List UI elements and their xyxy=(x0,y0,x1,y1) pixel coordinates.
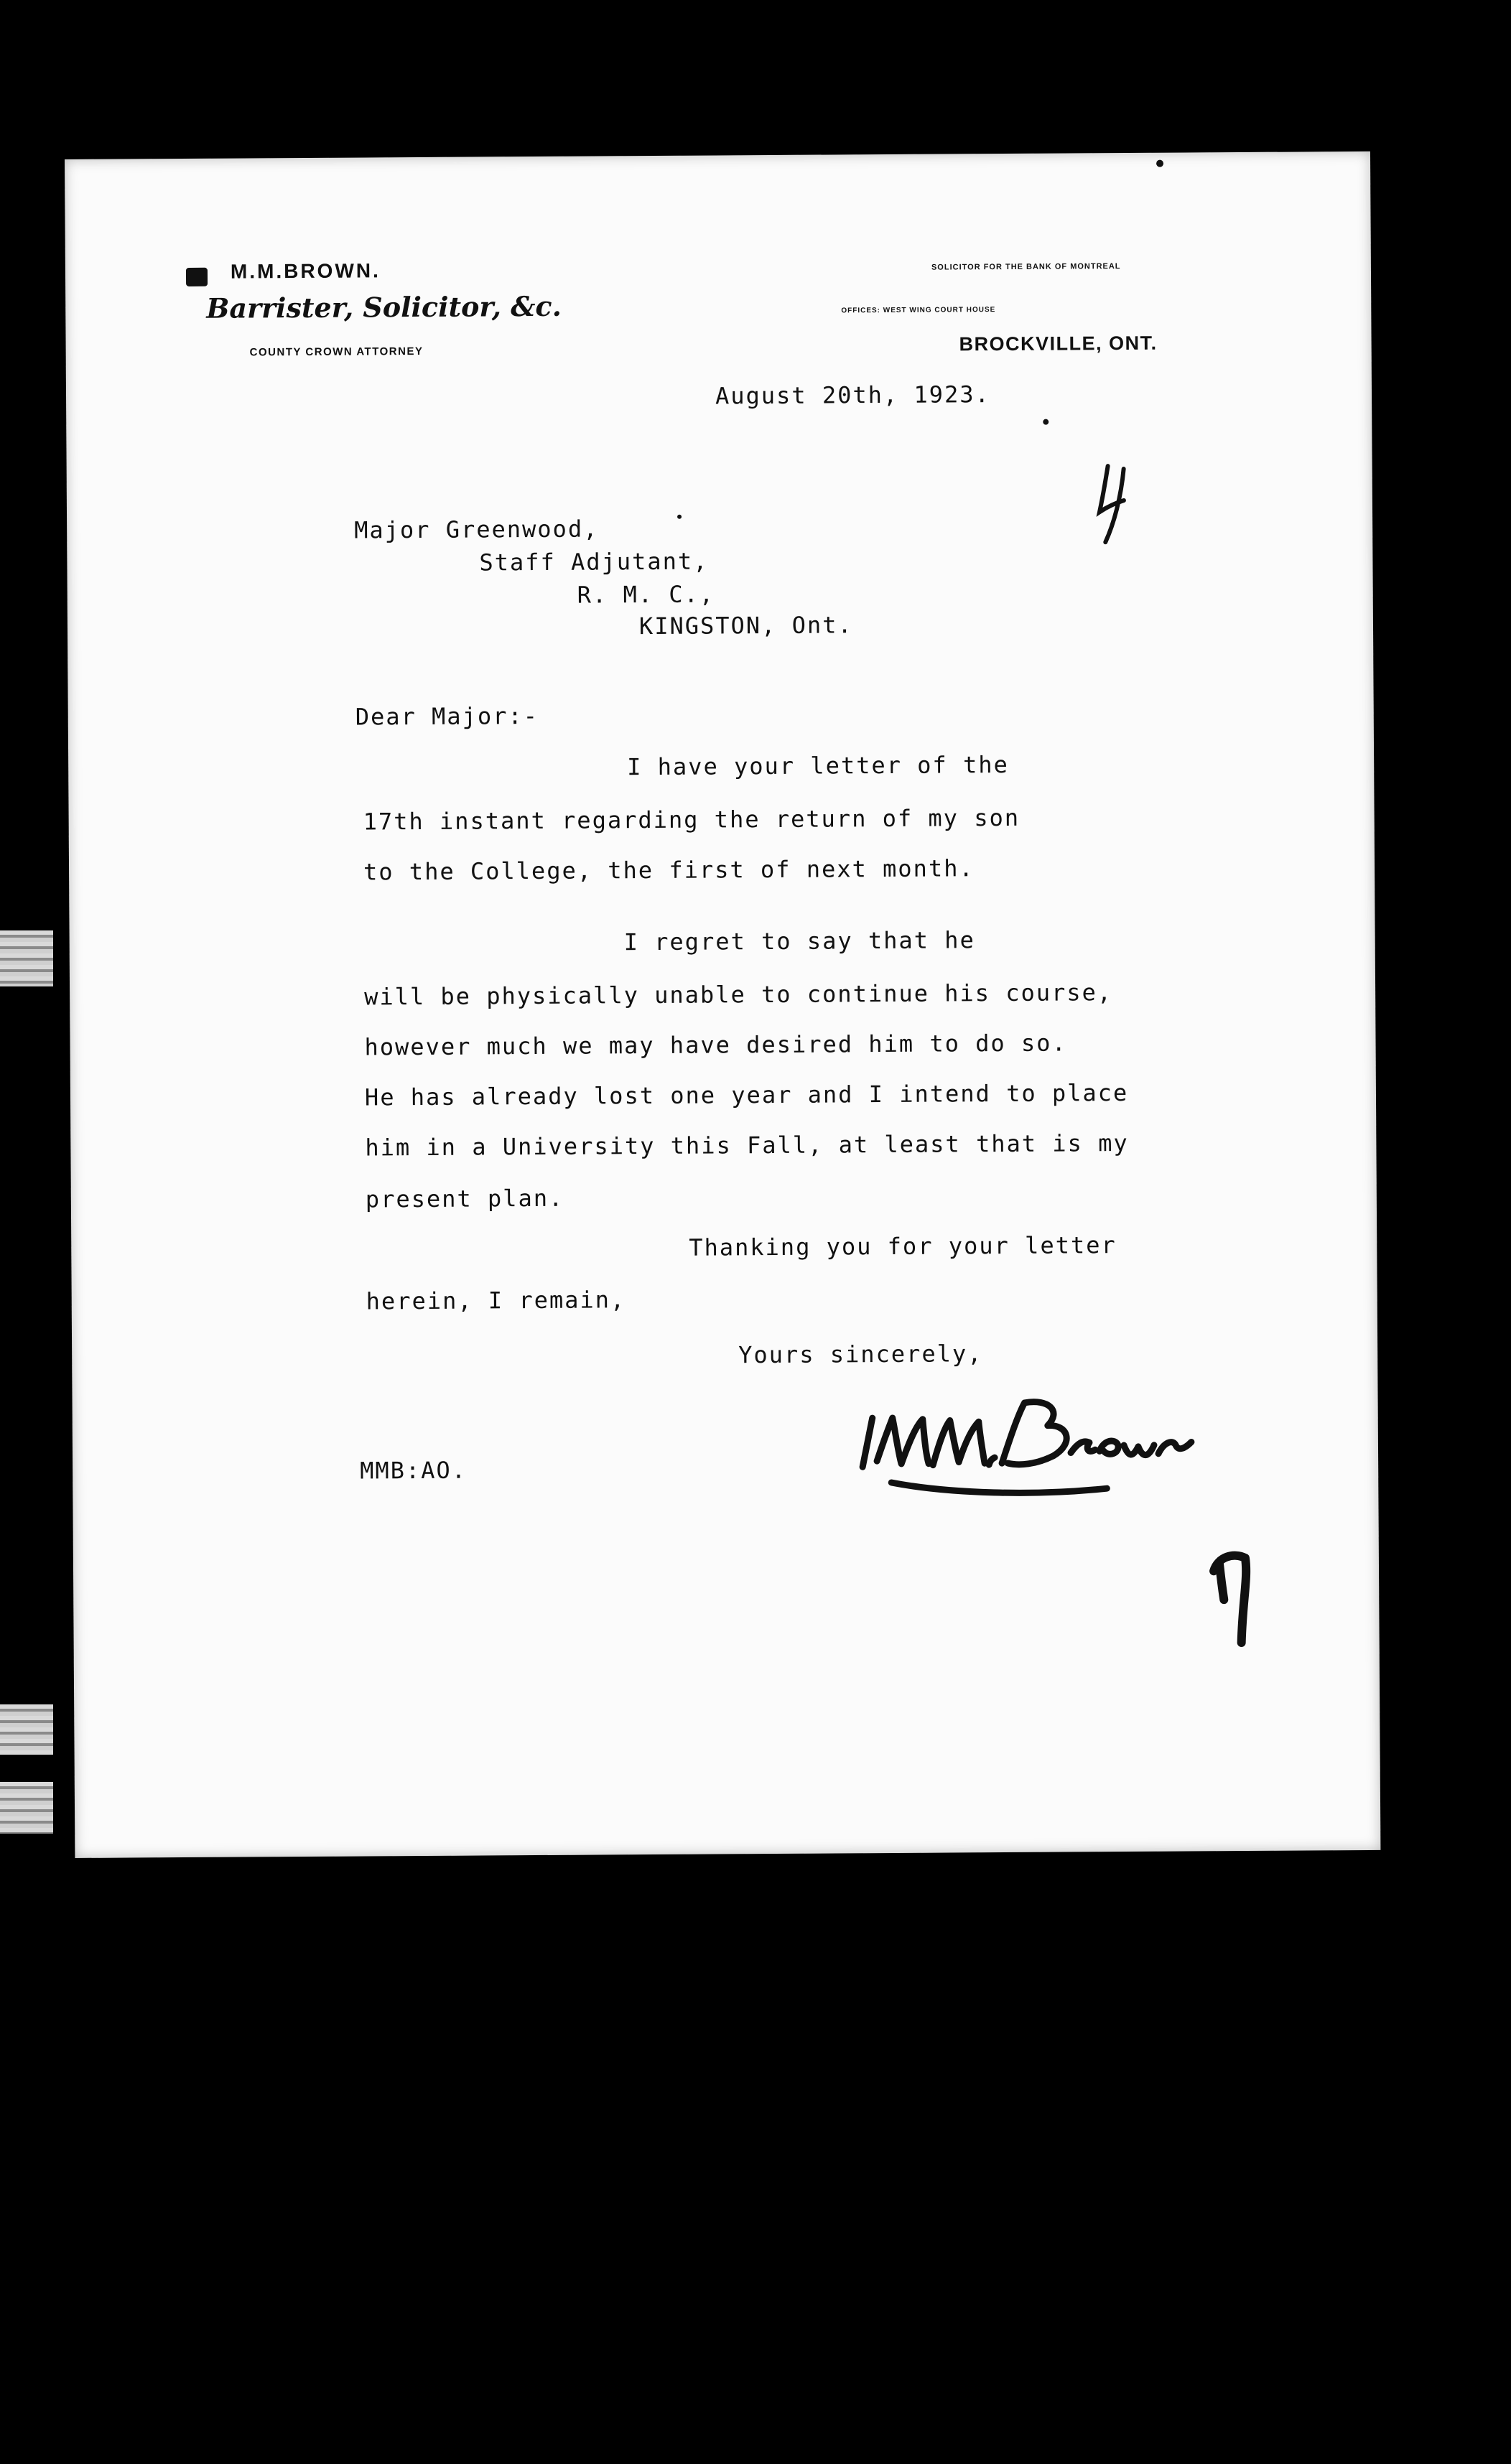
recipient-name: Major Greenwood, xyxy=(354,515,599,544)
typist-initials: MMB:AO. xyxy=(360,1456,468,1485)
body-line: He has already lost one year and I intend to place xyxy=(364,1078,1129,1111)
film-edge-mark xyxy=(0,1782,53,1834)
recipient-position: Staff Adjutant, xyxy=(479,547,709,577)
letterhead-crown-attorney: COUNTY CROWN ATTORNEY xyxy=(249,345,424,359)
closing: Yours sincerely, xyxy=(738,1340,983,1369)
salutation: Dear Major:- xyxy=(355,701,539,731)
letterhead-offices: OFFICES: WEST WING COURT HOUSE xyxy=(841,306,996,315)
body-line: however much we may have desired him to do so. xyxy=(364,1029,1067,1061)
body-line: I regret to say that he xyxy=(623,926,975,956)
body-line: I have your letter of the xyxy=(627,750,1009,781)
dust-speck xyxy=(1043,419,1049,425)
body-line: to the College, the first of next month. xyxy=(363,854,975,886)
dust-speck xyxy=(677,515,682,519)
letterhead-name: M.M.BROWN. xyxy=(230,259,381,283)
handwritten-mark xyxy=(1205,1542,1263,1650)
body-line: present plan. xyxy=(365,1184,564,1213)
dust-speck xyxy=(1156,160,1163,167)
letter-date: August 20th, 1923. xyxy=(715,381,990,410)
ink-blot xyxy=(186,268,208,286)
film-edge-mark xyxy=(0,1704,53,1755)
body-line: will be physically unable to continue his course, xyxy=(364,979,1113,1011)
body-line: Thanking you for your letter xyxy=(689,1231,1117,1261)
signature-image xyxy=(847,1373,1250,1518)
letterhead-solicitor-for: SOLICITOR FOR THE BANK OF MONTREAL xyxy=(931,262,1121,272)
handwritten-mark xyxy=(1087,462,1138,548)
film-edge-mark xyxy=(0,930,53,986)
letterhead-title: Barrister, Solicitor, &c. xyxy=(206,289,562,325)
body-line: herein, I remain, xyxy=(366,1286,626,1315)
body-line: him in a University this Fall, at least that is my xyxy=(365,1129,1129,1162)
recipient-city: KINGSTON, Ont. xyxy=(638,611,853,640)
letter-page xyxy=(65,151,1380,1858)
letterhead-city: BROCKVILLE, ONT. xyxy=(959,332,1158,355)
body-line: 17th instant regarding the return of my son xyxy=(363,803,1020,836)
recipient-institution: R. M. C., xyxy=(577,580,715,609)
